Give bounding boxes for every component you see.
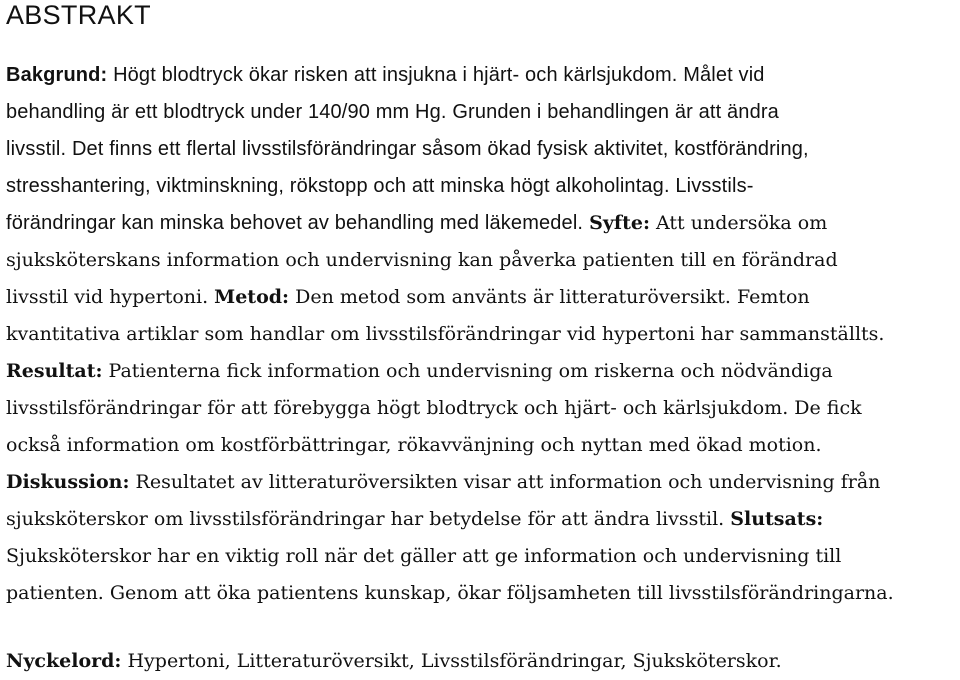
line-text: också information om kostförbättringar, rökavvänjning och nyttan med ökad motion.: [6, 434, 822, 456]
abstract-line: [6, 575, 958, 612]
line-text: stresshantering, viktminskning, rökstopp och att minska högt alkoholintag. Livsstils-: [6, 175, 754, 197]
section-label-bakgrund: Bakgrund:: [6, 64, 108, 86]
abstract-line: [6, 168, 958, 205]
abstract-line: [6, 353, 958, 390]
abstract-line: [6, 205, 958, 242]
abstract-line: [6, 390, 958, 427]
line-text: Patienterna fick information och undervisning om riskerna och nödvändiga: [102, 360, 833, 382]
abstract-heading: ABSTRAKT: [6, 0, 151, 30]
line-text: kvantitativa artiklar som handlar om livsstilsförändringar vid hypertoni har sammanställts.: [6, 323, 885, 345]
line-text: livsstilsförändringar för att förebygga högt blodtryck och hjärt- och kärlsjukdom. De fick: [6, 397, 862, 419]
line-text: Att undersöka om: [650, 212, 828, 234]
line-text: behandling är ett blodtryck under 140/90 mm Hg. Grunden i behandlingen är att ändra: [6, 101, 779, 123]
line-text: Resultatet av litteraturöversikten visar att information och undervisning från: [129, 471, 881, 493]
section-label-slutsats: Slutsats:: [730, 508, 824, 530]
keywords-line: [6, 643, 958, 680]
abstract-body: [6, 57, 958, 612]
line-text: Sjuksköterskor har en viktig roll när det gäller att ge information och undervisning till: [6, 545, 842, 567]
section-label-syfte: Syfte:: [589, 212, 650, 234]
line-text: patienten. Genom att öka patientens kunskap, ökar följsamheten till livsstilsförändringarna.: [6, 582, 894, 604]
abstract-line: [6, 427, 958, 464]
line-text: livsstil. Det finns ett flertal livsstilsförändringar såsom ökad fysisk aktivitet, kostförändring,: [6, 138, 809, 160]
abstract-line: [6, 57, 958, 94]
abstract-line: [6, 501, 958, 538]
abstract-line: [6, 316, 958, 353]
line-text: livsstil vid hypertoni.: [6, 286, 209, 308]
line-text: sjuksköterskor om livsstilsförändringar har betydelse för att ändra livsstil.: [6, 508, 725, 530]
abstract-line: [6, 242, 958, 279]
abstract-line: [6, 94, 958, 131]
keywords-label: Nyckelord:: [6, 650, 122, 672]
line-text: förändringar kan minska behovet av behandling med läkemedel.: [6, 212, 584, 234]
abstract-line: [6, 279, 958, 316]
line-text: sjuksköterskans information och undervisning kan påverka patienten till en förändrad: [6, 249, 838, 271]
abstract-line: [6, 464, 958, 501]
line-text: Högt blodtryck ökar risken att insjukna i hjärt- och kärlsjukdom. Målet vid: [107, 64, 765, 86]
section-label-metod: Metod:: [214, 286, 290, 308]
line-text: Den metod som använts är litteraturöversikt. Femton: [289, 286, 810, 308]
abstract-line: [6, 131, 958, 168]
keywords-text: Hypertoni, Litteraturöversikt, Livsstilsförändringar, Sjuksköterskor.: [121, 650, 782, 672]
section-label-diskussion: Diskussion:: [6, 471, 130, 493]
section-label-resultat: Resultat:: [6, 360, 103, 382]
abstract-line: [6, 538, 958, 575]
